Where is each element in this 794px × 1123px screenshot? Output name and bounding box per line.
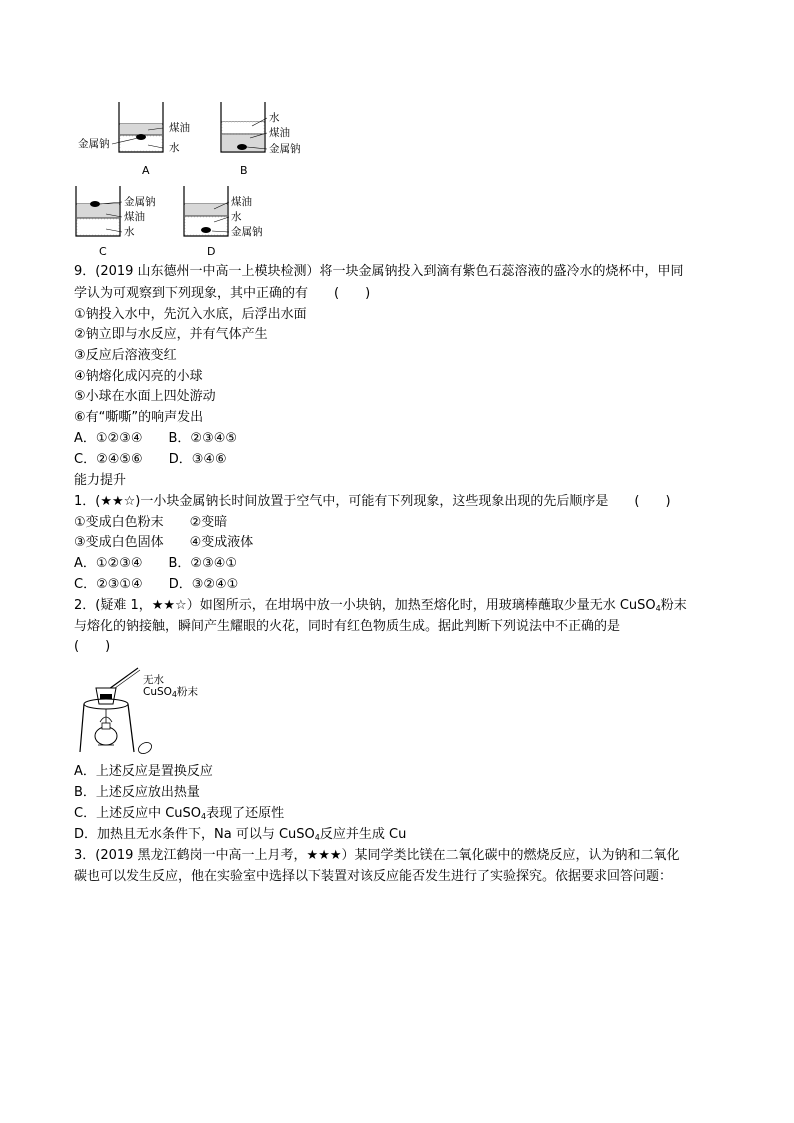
q3-stem-line2: 碳也可以发生反应，他在实验室中选择以下装置对该反应能否发生进行了实验探究。依据要求回答问题： xyxy=(74,869,673,884)
q1-stem: 1．(★★☆)一小块金属钠长时间放置于空气中，可能有下列现象，这些现象出现的先后顺序是 ( ) xyxy=(74,494,671,509)
q2-stem-line1-tail: 粉末 xyxy=(660,598,687,613)
beaker-a-figure xyxy=(117,100,177,160)
beaker-b-label-sodium: 金属钠 xyxy=(269,143,301,155)
beaker-d-label-kerosene: 煤油 xyxy=(231,196,252,208)
q2-stem-line3: ( ) xyxy=(74,639,111,654)
q9-item-5: ⑤小球在水面上四处游动 xyxy=(74,389,216,404)
q9-item-2: ②钠立即与水反应，并有气体产生 xyxy=(74,327,268,342)
figure-a-caption: A xyxy=(142,164,150,177)
q2-option-c xyxy=(74,804,284,827)
q2-stem-line1-subscript: 4 xyxy=(655,604,661,613)
q2-option-d-text: D．加热且无水条件下，Na 可以与 CuSO xyxy=(74,827,315,842)
apparatus-label-cuso4 xyxy=(143,686,198,701)
beaker-a-label-water: 水 xyxy=(169,142,180,154)
section-title: 能力提升 xyxy=(74,473,127,488)
apparatus-label-cuso4-tail: 粉末 xyxy=(177,686,199,698)
q2-stem-line2: 与熔化的钠接触，瞬间产生耀眼的火花，同时有红色物质生成。据此判断下列说法中不正确的是 xyxy=(74,619,621,634)
beaker-d-leaders xyxy=(0,0,1,1)
q1-items-line2: ③变成白色固体 ④变成液体 xyxy=(74,535,254,550)
figure-b-caption: B xyxy=(240,164,248,177)
q2-stem-line1 xyxy=(74,596,687,619)
q1-options-line2: C．②③①④ D．③②④① xyxy=(74,577,239,592)
apparatus-label-cuso4-subscript: 4 xyxy=(171,690,178,699)
figure-d-caption: D xyxy=(207,245,216,258)
crucible-apparatus-figure xyxy=(76,660,199,755)
q2-option-c-tail: 表现了还原性 xyxy=(206,806,285,821)
q2-stem-line1-text: 2．(疑难 1，★★☆）如图所示，在坩埚中放一小块钠，加热至熔化时，用玻璃棒蘸取少量无水 CuSO xyxy=(74,598,656,613)
q3-stem-line1: 3．(2019 黑龙江鹤岗一中高一上月考，★★★）某同学类比镁在二氧化碳中的燃烧反应，认为钠和二氧化 xyxy=(74,848,680,863)
q2-option-b: B．上述反应放出热量 xyxy=(74,785,200,800)
q9-item-3: ③反应后溶液变红 xyxy=(74,348,177,363)
q2-option-a: A．上述反应是置换反应 xyxy=(74,764,213,779)
beaker-c-label-kerosene: 煤油 xyxy=(124,211,145,223)
beaker-d-label-water: 水 xyxy=(231,211,242,223)
q9-item-1: ①钠投入水中，先沉入水底，后浮出水面 xyxy=(74,307,307,322)
q2-option-d xyxy=(74,825,406,848)
q2-option-d-tail: 反应并生成 Cu xyxy=(319,827,407,842)
q2-option-c-text: C．上述反应中 CuSO xyxy=(74,806,202,821)
q2-option-c-subscript: 4 xyxy=(201,812,207,821)
beaker-a-label-kerosene: 煤油 xyxy=(169,122,190,134)
apparatus-label-anhydrous: 无水 xyxy=(143,674,164,686)
q9-options-line1: A．①②③④ B．②③④⑤ xyxy=(74,431,238,446)
q2-option-d-subscript: 4 xyxy=(314,833,320,842)
q9-stem-line2: 学认为可观察到下列现象，其中正确的有 ( ) xyxy=(74,286,371,301)
beaker-b-label-water: 水 xyxy=(269,112,280,124)
beaker-d-label-sodium: 金属钠 xyxy=(231,226,263,238)
q9-options-line2: C．②④⑤⑥ D．③④⑥ xyxy=(74,452,227,467)
figure-c-caption: C xyxy=(99,245,107,258)
q9-item-6: ⑥有“嘶嘶”的响声发出 xyxy=(74,410,204,425)
beaker-b-label-kerosene: 煤油 xyxy=(269,127,290,139)
q9-stem-line1: 9．(2019 山东德州一中高一上模块检测）将一块金属钠投入到滴有紫色石蕊溶液的盛冷水的烧杯中，甲同 xyxy=(74,264,684,279)
beaker-c-label-water: 水 xyxy=(124,226,135,238)
apparatus-label-cuso4-text: CuSO xyxy=(143,686,172,698)
q1-items-line1: ①变成白色粉末 ②变暗 xyxy=(74,515,228,530)
q9-item-4: ④钠熔化成闪亮的小球 xyxy=(74,369,203,384)
q1-options-line1: A．①②③④ B．②③④① xyxy=(74,556,238,571)
beaker-c-label-sodium: 金属钠 xyxy=(124,196,156,208)
beaker-a-label-sodium: 金属钠 xyxy=(78,138,110,150)
